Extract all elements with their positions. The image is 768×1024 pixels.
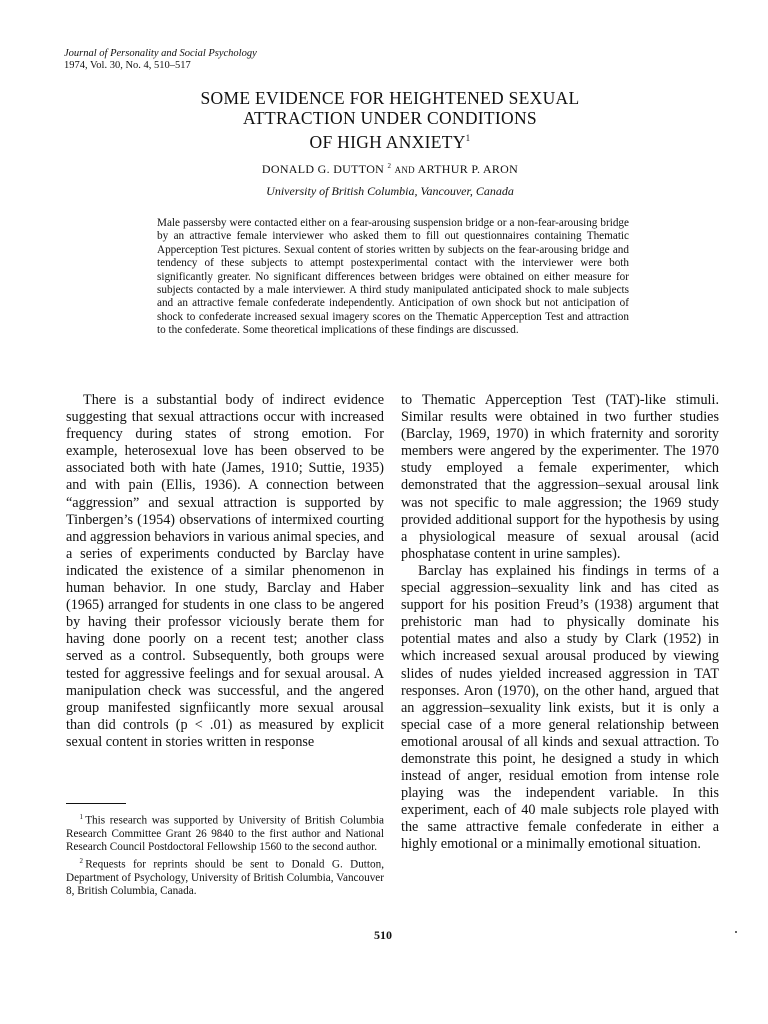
- author-2: ARTHUR P. ARON: [417, 162, 519, 176]
- journal-name: Journal of Personality and Social Psychology: [64, 48, 257, 59]
- author-1-footnote-mark: 2: [387, 162, 392, 170]
- title-line-3: OF HIGH ANXIETY: [309, 131, 466, 152]
- abstract: Male passersby were contacted either on a fear-arousing suspension bridge or a non-fear-arousing bridge by an attractive female interviewer who asked them to fill out questionnaires containing Thematic Apperception Test pictures. Sexual content of stories written by subjects on the fear-arousing bridge and tendency of these subjects to attempt postexperimental contact with the interviewer were both significantly greater. No significant differences between bridges were obtained on either measure for subjects contacted by a male interviewer. A third study manipulated anticipated shock to male subjects and an attractive female confederate independently. Anticipation of own shock but not anticipation of shock to confederate increased sexual imagery scores on the Thematic Apperception Test and attraction to the confederate. Some theoretical implications of these findings are discussed.: [157, 217, 629, 337]
- page-number: 510: [374, 928, 392, 942]
- footnote-divider: [66, 803, 126, 804]
- paper-title: [100, 88, 680, 152]
- journal-volume: 1974, Vol. 30, No. 4, 510–517: [64, 60, 191, 71]
- author-conjunction: AND: [394, 165, 415, 175]
- scan-speck: [735, 931, 737, 933]
- footnote-2-text: Requests for reprints should be sent to Donald G. Dutton, Department of Psychology, University of British Columbia, Vancouver 8, British Columbia, Canada.: [66, 858, 384, 897]
- title-footnote-mark: 1: [465, 133, 471, 143]
- affiliation: University of British Columbia, Vancouver, Canada: [266, 184, 514, 198]
- title-line-2: ATTRACTION UNDER CONDITIONS: [243, 108, 537, 128]
- title-line-1: SOME EVIDENCE FOR HEIGHTENED SEXUAL: [200, 88, 580, 108]
- footnote-1-text: This research was supported by University of British Columbia Research Committee Grant 26 9840 to the first author and National Research Council Postdoctoral Fellowship 1560 to the second author.: [66, 814, 384, 854]
- footnotes: [66, 811, 384, 898]
- body-column-left: [66, 392, 384, 751]
- footnote-1-mark: 1: [79, 813, 83, 821]
- body-paragraph: Barclay has explained his findings in terms of a special aggression–sexuality link and has cited as support for his position Freud’s (1938) argument that prehistoric man had to physically dominate his potential mates and also a study by Clark (1952) in which increased sexual arousal produced by viewing slides of nudes yielded increased aggression in TAT responses. Aron (1970), on the other hand, argued that an aggression–sexuality link exists, but it is only a special case of a more general relationship between emotional arousal of all kinds and sexual attraction. To demonstrate this point, he designed a study in which instead of anger, residual emotion from intense role playing was the independent variable. In this experiment, each of 40 male subjects role played with the same attractive female confederate in either a highly emotional or a minimally emotional situation.: [401, 562, 719, 853]
- body-column-right: [401, 392, 719, 854]
- journal-citation: [64, 48, 257, 72]
- body-paragraph: There is a substantial body of indirect evidence suggesting that sexual attractions occur with increased frequency during states of strong emotion. For example, heterosexual love has been observed to be associated both with hate (James, 1910; Suttie, 1935) and with pain (Ellis, 1936). A connection between “aggression” and sexual attraction is supported by Tinbergen’s (1954) observations of intermixed courting and aggression behaviors in various animal species, and a series of experiments conducted by Barclay have indicated the existence of a similar phenomenon in human behavior. In one study, Barclay and Haber (1965) arranged for students in one class to be angered by having their professor viciously berate them for having done poorly on a recent test; another class served as a control. Subsequently, both groups were tested for aggressive feelings and for sexual arousal. A manipulation check was successful, and the angered group manifested signfiicantly more sexual arousal than did controls (p < .01) as measured by explicit sexual content in stories written in response: [66, 392, 384, 750]
- footnote-2: [66, 855, 384, 899]
- body-paragraph: to Thematic Apperception Test (TAT)-like stimuli. Similar results were obtained in two further studies (Barclay, 1969, 1970) in which fraternity and sorority members were angered by the experimenter. The 1970 study employed a female experimenter, which demonstrated that the aggression–sexual arousal link was not specific to male aggression; the 1969 study provided additional support for the hypothesis by using a physiological measure of sexual arousal (acid phosphatase content in urine samples).: [401, 392, 719, 562]
- author-line: [100, 162, 680, 177]
- author-1: DONALD G. DUTTON: [261, 162, 385, 176]
- footnote-1: [66, 811, 384, 855]
- footnote-2-mark: 2: [79, 856, 83, 865]
